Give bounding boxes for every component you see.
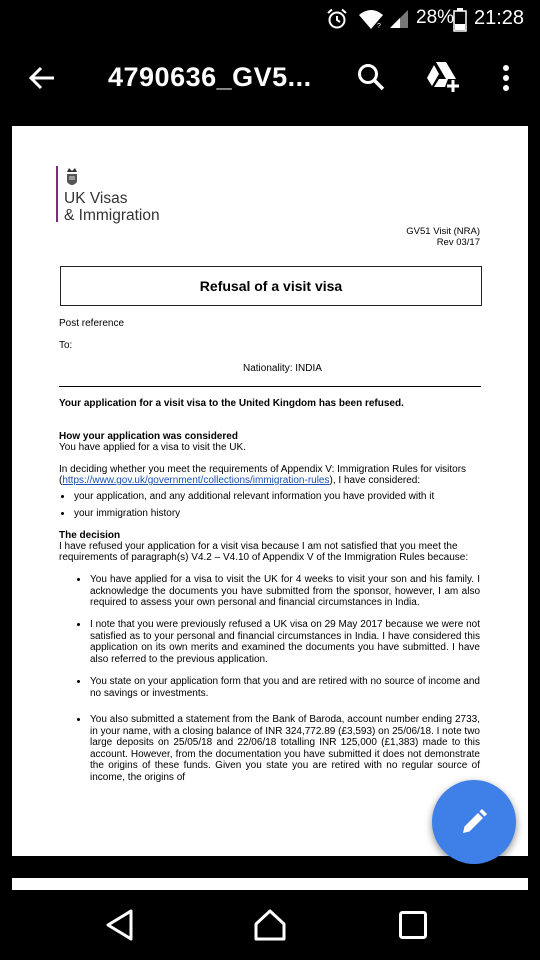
reason-paragraph: You have applied for a visa to visit the UK for 4 weeks to visit your son and his family. I acknowledge the documents you have submitted from the sponsor, however, I am also required to assess your own personal and financial circumstances in India. [90, 574, 480, 609]
bullet [77, 680, 80, 683]
logo-divider [56, 166, 58, 222]
decision-heading: The decision [59, 530, 121, 541]
nav-back-icon[interactable] [104, 908, 136, 942]
to-label: To: [59, 340, 73, 351]
immigration-rules-link[interactable]: https://www.gov.uk/government/collections/immigration-rules [62, 475, 330, 486]
edit-fab-button[interactable] [432, 780, 516, 864]
document-viewport[interactable] [0, 124, 540, 890]
drive-add-icon[interactable] [426, 60, 462, 94]
battery-icon [453, 8, 467, 32]
nav-recents-icon[interactable] [398, 910, 428, 940]
decision-line-1: I have refused your application for a visit visa because I am not satisfied that you meet the [59, 541, 458, 552]
next-page-edge [12, 878, 528, 890]
royal-crest-icon [65, 166, 79, 190]
logo-line-1: UK Visas [64, 190, 128, 207]
letter-heading: Refusal of a visit visa [60, 266, 482, 306]
deciding-line-1: In deciding whether you meet the requirements of Appendix V: Immigration Rules for visitors [59, 464, 467, 475]
more-vert-icon[interactable] [500, 64, 512, 92]
considered-heading: How your application was considered [59, 431, 238, 442]
svg-text:?: ? [377, 23, 381, 30]
bullet [61, 495, 64, 498]
battery-percent: 28% [416, 7, 455, 28]
wifi-icon [358, 8, 384, 30]
consider-item: your immigration history [74, 508, 181, 519]
deciding-line-2: (https://www.gov.uk/government/collections/immigration-rules), I have considered: [59, 475, 421, 486]
form-code: GV51 Visit (NRA) [406, 226, 480, 237]
reason-paragraph: You also submitted a statement from the Bank of Baroda, account number ending 2733, in your name, with a closing balance of INR 324,772.89 (£3,593) on 25/06/18. I note two large deposits on 25/05/18 and 22/06/18 totalling INR 125,000 (£1,383) made to this account. However, from the documentation you have submitted it does not demonstrate the origins of these funds. Given you state you are retired with no regular source of income, the origins of [90, 714, 480, 783]
pencil-icon [459, 807, 489, 837]
nationality-label: Nationality: INDIA [243, 363, 322, 374]
document-page [12, 126, 528, 856]
bullet [61, 512, 64, 515]
search-icon[interactable] [356, 62, 386, 92]
reason-paragraph: You state on your application form that you and are retired with no source of income and no savings or investments. [90, 676, 480, 699]
post-reference-label: Post reference [59, 318, 125, 329]
bullet [77, 623, 80, 626]
reason-paragraph: I note that you were previously refused a UK visa on 29 May 2017 because we were not satisfied as to your personal and financial circumstances in India. I have considered this application on its own merits and examined the documents you have submitted. I have also referred to the previous application. [90, 619, 480, 665]
signal-icon [388, 8, 410, 30]
decision-line-2: requirements of paragraph(s) V4.2 – V4.10 of Appendix V of the Immigration Rules because: [59, 552, 469, 563]
consider-item: your application, and any additional relevant information you have provided with it [74, 491, 435, 502]
considered-text: You have applied for a visa to visit the UK. [59, 442, 246, 453]
app-bar [0, 36, 540, 124]
divider-line [59, 386, 481, 387]
document-title: 4790636_GV5... [108, 62, 312, 92]
status-bar [0, 0, 540, 36]
bullet [77, 718, 80, 721]
clock: 21:28 [474, 7, 525, 29]
alarm-icon [326, 8, 348, 30]
form-revision: Rev 03/17 [436, 237, 480, 248]
refused-statement: Your application for a visit visa to the United Kingdom has been refused. [59, 398, 404, 409]
navigation-bar [0, 890, 540, 960]
bullet [77, 578, 80, 581]
logo-line-2: & Immigration [64, 207, 160, 224]
nav-home-icon[interactable] [253, 908, 287, 942]
back-arrow-icon[interactable] [28, 64, 56, 92]
